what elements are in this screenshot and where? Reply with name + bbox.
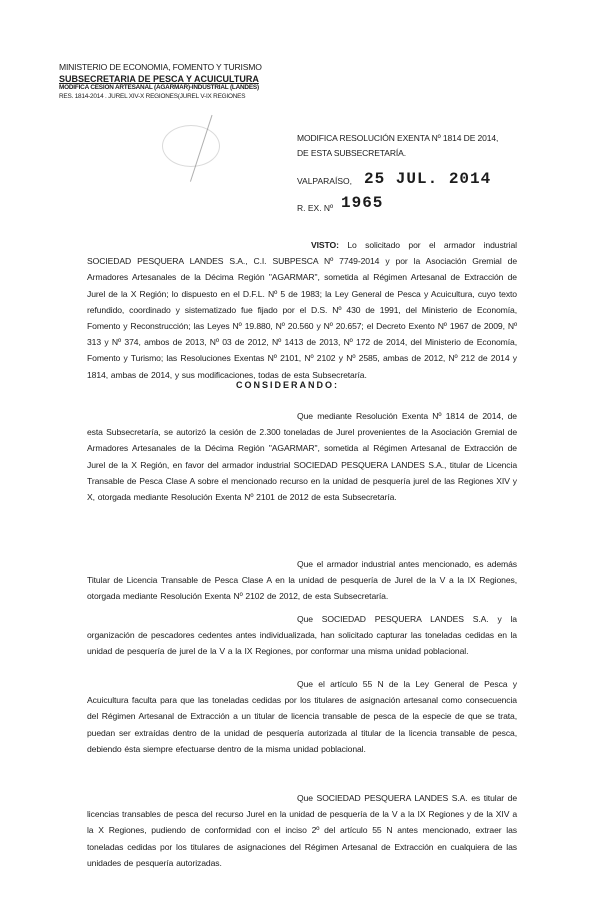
subject-line-2: DE ESTA SUBSECRETARÍA. xyxy=(297,148,406,158)
resolution-subject xyxy=(297,131,498,161)
considerando-paragraph-1: Que mediante Resolución Exenta Nº 1814 de 2014, de esta Subsecretaría, se autorizó la cesión de 2.300 toneladas de Jurel provenientes de la Asociación Gremial de Armadores Artesanales de la Décima Región "AGARMAR", sometida al Régimen Artesanal de Extracción de Jurel de la X Región, en favor del armador industrial SOCIEDAD PESQUERA LANDES S.A., titular de Licencia Transable de Pesca Clase A sobre el mencionado recurso en la unidad de pesquería jurel de las Regiones XIV y X, otorgada mediante Resolución Exenta Nº 2101 de 2012 de esta Subsecretaría. xyxy=(87,411,517,503)
visto-label: VISTO: xyxy=(311,240,339,250)
stamped-date: 25 JUL. 2014 xyxy=(364,170,492,188)
ministry-name: MINISTERIO DE ECONOMIA, FOMENTO Y TURISMO xyxy=(59,62,262,72)
considerando-paragraph-5: Que SOCIEDAD PESQUERA LANDES S.A. es titular de licencias transables de pesca del recurso Jurel en la unidad de pesquería de la V a la IX Regiones y de la XIV a la X Regiones, pudiendo de conformidad con el inciso 2º del artículo 55 N antes mencionado, extraer las toneladas cedidas por los titulares de asignaciones del Régimen Artesanal de Extracción en cualquiera de las unidades de pesquería autorizadas. xyxy=(87,793,517,868)
place-label: VALPARAÍSO, xyxy=(297,176,352,186)
letterhead xyxy=(59,62,289,101)
considerando-heading: CONSIDERANDO: xyxy=(236,380,340,390)
visto-text: Lo solicitado por el armador industrial SOCIEDAD PESQUERA LANDES S.A., C.I. SUBPESCA Nº 7749-2014 y por la Asociación Gremial de Armadores Artesanales de la Décima Región "AGARMAR", sometida al Régimen Artesanal de Extracción de Jurel de la X Región; lo dispuesto en el D.F.L. Nº 5 de 1983; la Ley General de Pesca y Acuicultura, cuyo texto refundido, coordinado y sistematizado fue fijado por el D.S. Nº 430 de 1991, del Ministerio de Economía, Fomento y Reconstrucción; las Leyes Nº 19.880, Nº 20.560 y Nº 20.657; el Decreto Exento Nº 1967 de 2009, Nº 313 y Nº 374, ambos de 2013, Nº 03 de 2012, Nº 1413 de 2013, Nº 172 de 2014, del Ministerio de Economía, Fomento y Turismo; las Resoluciones Exentas Nº 2101, Nº 2102 y Nº 2585, ambas de 2012, Nº 212 de 2014 y 1814, ambas de 2014, y sus modificaciones, todas de esta Subsecretaría. xyxy=(87,240,517,380)
considerando-paragraph-2: Que el armador industrial antes mencionado, es además Titular de Licencia Transable de Pesca Clase A en la unidad de pesquería de Jurel de la V a la IX Regiones, otorgada mediante Resolución Exenta Nº 2102 de 2012, de esta Subsecretaría. xyxy=(87,559,517,602)
resolution-number-label: R. EX. Nº xyxy=(297,203,334,213)
reference-line-1: MODIFICA CESIÓN ARTESANAL (AGARMAR)-INDUSTRIAL (LANDES) xyxy=(59,84,259,91)
reference-line-2: RES. 1814-2014 . JUREL XIV-X REGIONES(JUREL V-IX REGIONES xyxy=(59,92,246,100)
resolution-number: 1965 xyxy=(341,194,384,212)
visto-paragraph xyxy=(87,237,517,383)
considerando-paragraph-3: Que SOCIEDAD PESQUERA LANDES S.A. y la organización de pescadores cedentes antes individualizada, han solicitado capturar las toneladas cedidas en la unidad de pesquería de jurel de la V a la IX Regiones, por conformar una misma unidad poblacional. xyxy=(87,614,517,657)
subsecretaria-name: SUBSECRETARIA DE PESCA Y ACUICULTURA xyxy=(59,74,259,84)
subject-line-1: MODIFICA RESOLUCIÓN EXENTA Nº 1814 DE 2014, xyxy=(297,133,499,143)
considerando-paragraph-4: Que el artículo 55 N de la Ley General de Pesca y Acuicultura faculta para que las toneladas cedidas por los titulares de asignación artesanal como consecuencia del Régimen Artesanal de Extracción a un titular de licencia transable de pesca de la especie de que se trata, puedan ser extraídas dentro de la unidad de pesquería autorizada al titular de la licencia transable de pesca, debiendo ésta siempre efectuarse dentro de la misma unidad poblacional. xyxy=(87,679,517,754)
